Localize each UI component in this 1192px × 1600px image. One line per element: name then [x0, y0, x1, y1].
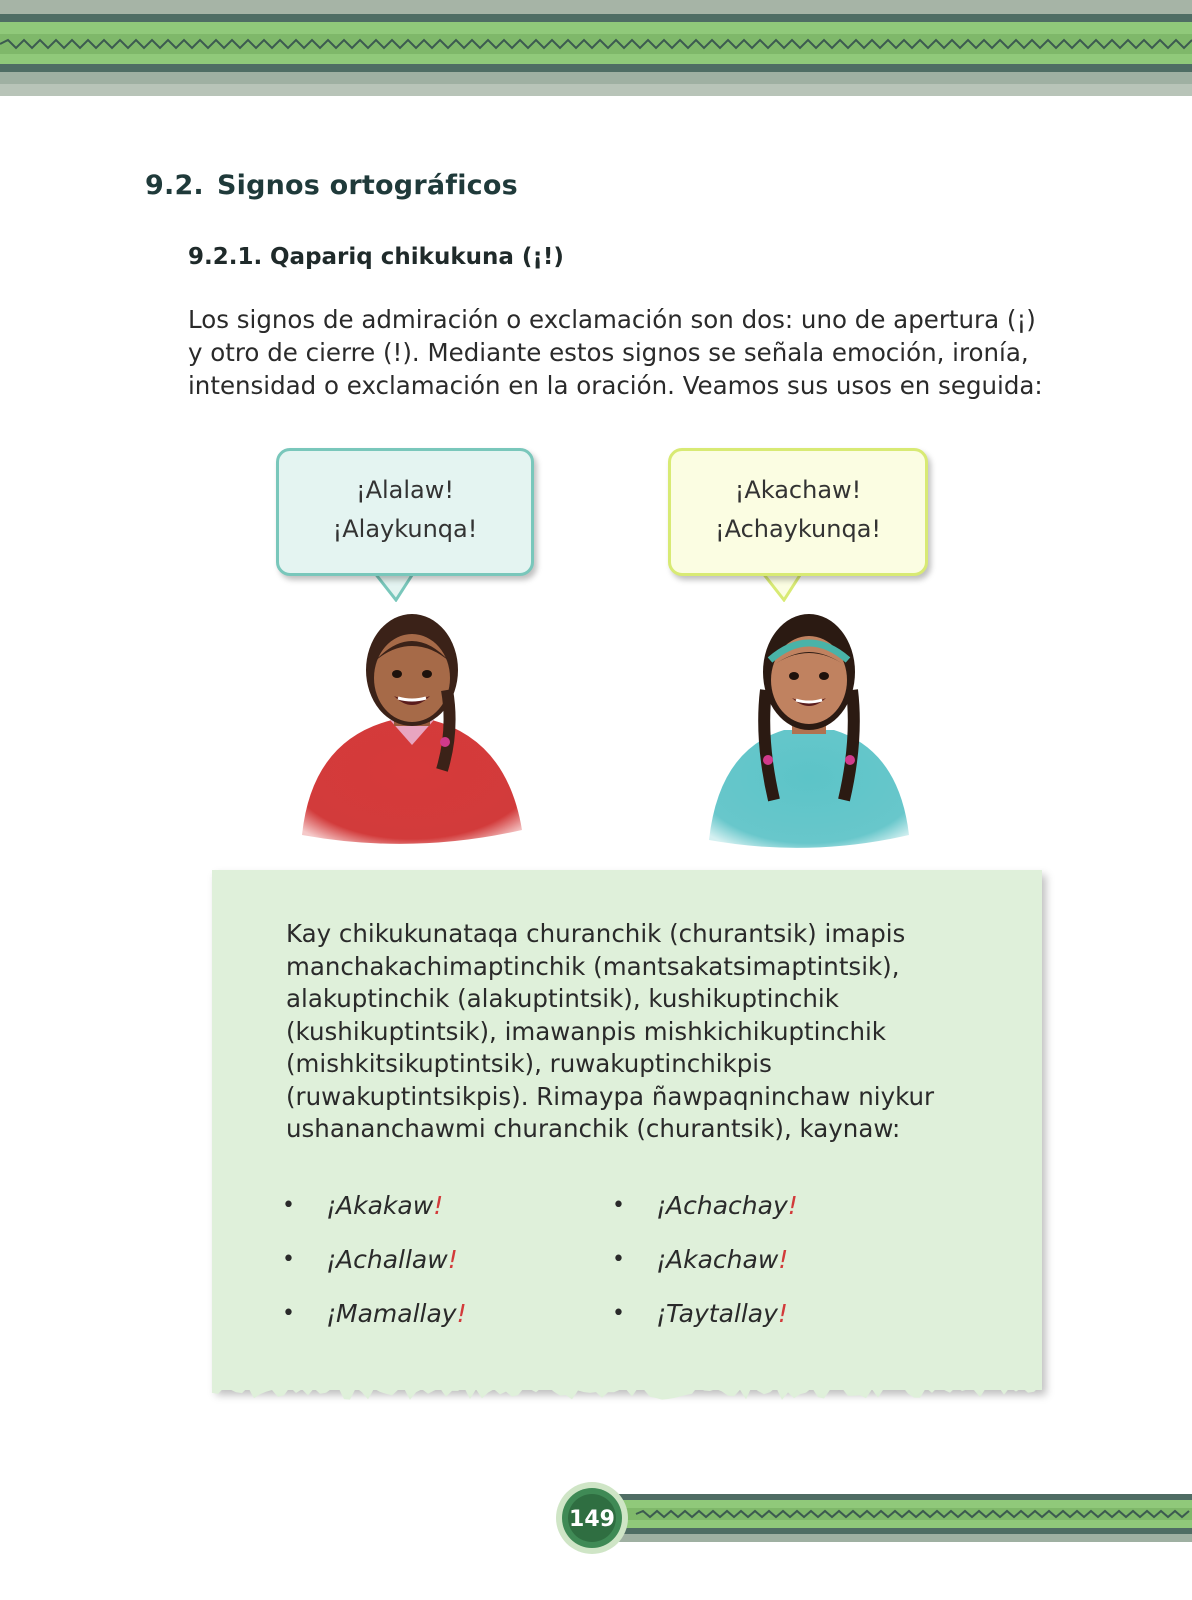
- bubble-left-line1: ¡Alalaw!: [355, 476, 455, 504]
- close-exclamation: !: [778, 1245, 789, 1274]
- list-item: [282, 1298, 467, 1352]
- girl-teal-sweater-illustration: [704, 610, 914, 850]
- example-word: Achachay: [666, 1191, 788, 1220]
- bubble-left-line2: ¡Alaykunqa!: [332, 515, 478, 543]
- intro-paragraph: Los signos de admiración o exclamación son dos: uno de apertura (¡) y otro de cierre (!). Mediante estos signos se señala emoción, ironía, intensidad o exclamación en la oración. Veamos sus usos en seguida:: [188, 305, 1043, 400]
- section-heading: [145, 170, 518, 201]
- example-word: Achallaw: [336, 1245, 448, 1274]
- open-exclamation: ¡: [326, 1191, 337, 1220]
- example-word: Mamallay: [336, 1299, 457, 1328]
- girl-red-sweater-illustration: [282, 610, 532, 850]
- bullet-icon: •: [612, 1193, 625, 1218]
- examples-list-left: [282, 1190, 467, 1352]
- bullet-icon: •: [282, 1247, 295, 1272]
- list-item: [282, 1190, 467, 1244]
- section-title-text: Signos ortográficos: [217, 170, 518, 201]
- list-item: [612, 1190, 798, 1244]
- close-exclamation: !: [777, 1299, 788, 1328]
- open-exclamation: ¡: [326, 1299, 337, 1328]
- list-item: [612, 1244, 798, 1298]
- subsection-heading: [188, 244, 564, 270]
- bullet-icon: •: [282, 1301, 295, 1326]
- note-card: [212, 870, 1042, 1410]
- example-word: Akakaw: [336, 1191, 434, 1220]
- bullet-icon: •: [282, 1193, 295, 1218]
- list-item: [282, 1244, 467, 1298]
- footer-decorative-band: [556, 1480, 1192, 1560]
- close-exclamation: !: [787, 1191, 798, 1220]
- open-exclamation: ¡: [326, 1245, 337, 1274]
- speech-bubble-left: [276, 448, 536, 598]
- close-exclamation: !: [456, 1299, 467, 1328]
- header-decorative-band: [0, 0, 1192, 96]
- bubble-right-line2: ¡Achaykunqa!: [714, 515, 882, 543]
- close-exclamation: !: [433, 1191, 444, 1220]
- open-exclamation: ¡: [656, 1191, 667, 1220]
- subsection-number: 9.2.1.: [188, 244, 263, 270]
- subsection-title-text: Qapariq chikukuna (¡!): [270, 244, 564, 270]
- open-exclamation: ¡: [656, 1245, 667, 1274]
- examples-list-right: [612, 1190, 798, 1352]
- bubble-right-line1: ¡Akachaw!: [734, 476, 862, 504]
- torn-paper-edge: [212, 1378, 1042, 1404]
- page-number: 149: [569, 1507, 615, 1532]
- note-paragraph: Kay chikukunataqa churanchik (churantsik) imapis manchakachimaptinchik (mantsakatsimaptintsik), alakuptinchik (alakuptintsik), kushikuptinchik (kushikuptintsik), imawanpis mishkichikuptinchik (mishkitsikuptintsik), ruwakuptinchikpis (ruwakuptintsikpis). Rimaypa ñawpaqninchaw niykur ushananchawmi churanchik (churantsik), kaynaw:: [286, 919, 935, 1143]
- section-number: 9.2.: [145, 170, 204, 201]
- example-word: Akachaw: [666, 1245, 779, 1274]
- close-exclamation: !: [447, 1245, 458, 1274]
- bullet-icon: •: [612, 1247, 625, 1272]
- bullet-icon: •: [612, 1301, 625, 1326]
- example-word: Taytallay: [666, 1299, 778, 1328]
- speech-bubble-right: [668, 448, 932, 598]
- open-exclamation: ¡: [656, 1299, 667, 1328]
- list-item: [612, 1298, 798, 1352]
